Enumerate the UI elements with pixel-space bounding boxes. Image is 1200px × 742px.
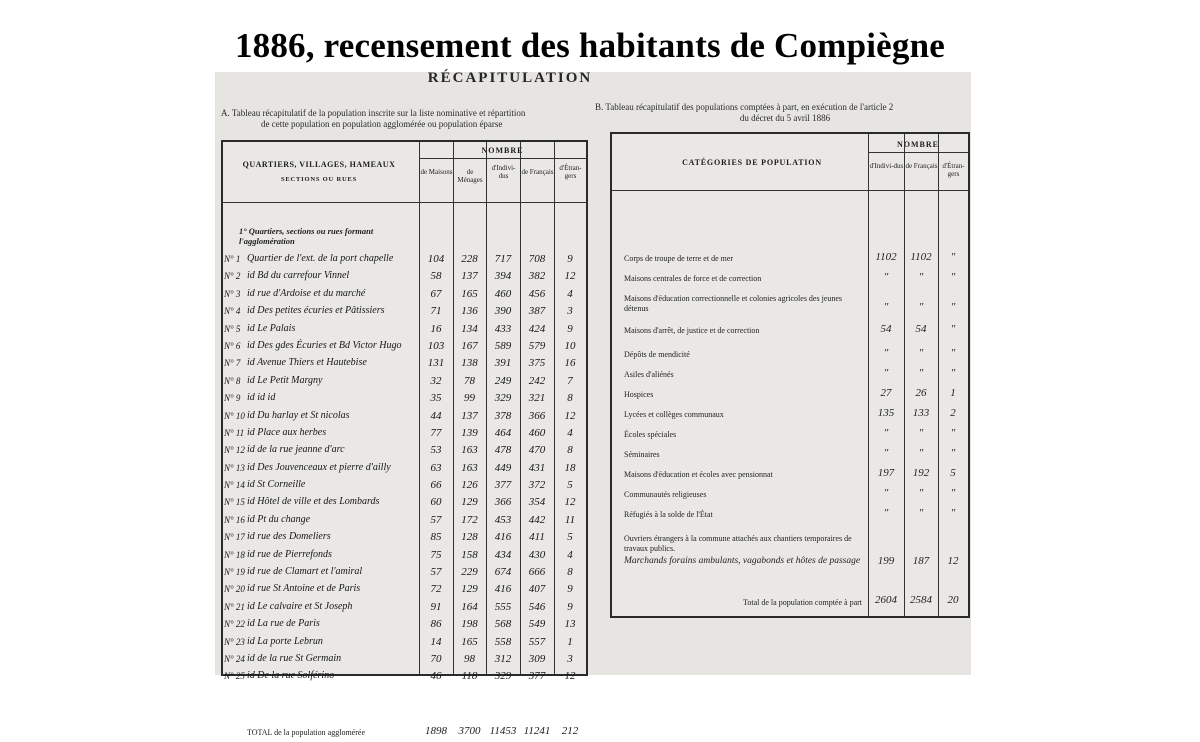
row-value: 430 [528, 548, 546, 561]
row-value: 449 [494, 461, 512, 474]
row-value: 172 [461, 513, 478, 526]
section-a-caption-line1: A. Tableau récapitulatif de la population inscrite sur la liste nominative et répartition [221, 108, 526, 118]
row-value: 434 [494, 548, 512, 561]
row-value: 470 [528, 444, 546, 457]
row-value: 558 [494, 635, 512, 648]
row-value: 165 [461, 635, 478, 648]
row-value: 387 [528, 305, 546, 318]
category-value: " [950, 447, 956, 459]
category-value: 192 [912, 467, 930, 479]
col-header-etrangers: d'Étran-gers [559, 164, 582, 180]
row-value: 9 [567, 322, 573, 335]
table-row [223, 548, 586, 565]
category-label: Maisons d'éducation et écoles avec pensionnat [624, 470, 773, 479]
row-value: 433 [494, 322, 512, 335]
total-menages: 3700 [458, 725, 481, 737]
row-value: 63 [430, 461, 442, 474]
category-value: " [950, 507, 956, 519]
table-row [223, 443, 586, 460]
row-value: 12 [564, 496, 576, 509]
row-value: 104 [427, 253, 445, 265]
row-value: 7 [567, 374, 573, 387]
row-value: 75 [430, 548, 442, 561]
category-value: " [883, 427, 889, 439]
row-value: 382 [528, 270, 546, 283]
workers-label: Ouvriers étrangers à la commune attachés aux chantiers temporaires de travaux publics. [624, 534, 852, 553]
category-value: " [883, 271, 889, 283]
row-number: N° 5 [224, 323, 241, 334]
category-label: Écoles spéciales [624, 430, 677, 439]
row-number: N° 11 [224, 427, 245, 438]
category-value: " [950, 427, 956, 439]
section-a-caption [221, 108, 601, 130]
category-value: " [883, 447, 889, 459]
row-label: id Avenue Thiers et Hautebise [247, 357, 367, 369]
row-value: 138 [461, 357, 478, 370]
row-number: N° 1 [224, 254, 241, 264]
row-number: N° 15 [224, 497, 245, 508]
row-number: N° 17 [224, 532, 245, 543]
category-label: Communautés religieuses [624, 490, 707, 499]
row-value: 128 [461, 531, 478, 544]
category-label: Maisons d'arrêt, de justice et de correction [624, 326, 760, 335]
category-label: Réfugiés à la solde de l'État [624, 510, 713, 519]
row-value: 12 [564, 270, 576, 283]
row-value: 163 [461, 461, 478, 474]
category-value: 2 [950, 407, 956, 419]
row-value: 442 [528, 513, 546, 526]
header-bottom-rule [223, 202, 586, 203]
table-row [223, 287, 586, 304]
section-a-caption-line2: de cette population en population agglomérée ou population éparse [261, 119, 503, 129]
workers-value: 187 [912, 555, 930, 567]
subsection-title: 1° Quartiers, sections ou rues formant l'agglomération [239, 226, 374, 246]
table-row [223, 600, 586, 617]
table-row [223, 652, 586, 669]
row-value: 72 [430, 583, 442, 596]
row-value: 416 [494, 531, 512, 544]
row-value: 14 [430, 635, 442, 648]
row-value: 8 [567, 444, 573, 457]
category-value: " [950, 487, 956, 499]
row-label: id Du harlay et St nicolas [247, 409, 350, 421]
row-label: id de la rue St Germain [247, 652, 342, 664]
col-header-individus: d'Indivi-dus [491, 164, 516, 180]
row-label: id rue des Domeliers [247, 531, 331, 543]
row-number: N° 9 [224, 393, 241, 404]
row-value: 249 [494, 374, 512, 387]
row-number: N° 7 [224, 358, 241, 369]
table-row [223, 339, 586, 356]
row-number: N° 22 [224, 619, 245, 630]
total-b-francais: 2584 [910, 594, 932, 606]
quarters-header-title: QUARTIERS, VILLAGES, HAMEAUX [242, 160, 396, 169]
row-value: 57 [430, 566, 442, 579]
row-value: 329 [494, 392, 512, 405]
row-value: 86 [430, 618, 442, 631]
table-row [223, 530, 586, 547]
row-value: 70 [430, 652, 442, 665]
row-value: 131 [427, 357, 445, 370]
table-row [223, 269, 586, 286]
category-value: 27 [880, 387, 892, 399]
row-value: 12 [564, 409, 576, 422]
row-value: 3 [567, 652, 573, 665]
row-value: 390 [494, 305, 512, 318]
row-number: N° 23 [224, 636, 245, 647]
row-value: 329 [494, 670, 512, 683]
table-row [223, 374, 586, 391]
category-value: " [918, 301, 924, 313]
row-label: id rue de Clamart et l'amiral [247, 566, 363, 578]
category-value: 54 [880, 323, 892, 335]
row-value: 16 [430, 322, 442, 335]
row-number: N° 3 [224, 288, 241, 299]
category-value: 1 [950, 387, 956, 399]
table-row [223, 635, 586, 652]
row-value: 321 [528, 392, 546, 405]
row-label: id La rue de Paris [247, 618, 320, 630]
table-row [223, 617, 586, 634]
row-value: 18 [564, 461, 576, 474]
total-individus: 11453 [489, 725, 517, 737]
section-b-caption-line2: du décret du 5 avril 1886 [739, 113, 831, 123]
row-value: 377 [494, 479, 512, 492]
category-label: Asiles d'aliénés [624, 370, 674, 379]
row-value: 158 [461, 548, 478, 561]
table-a [221, 140, 588, 737]
table-row [223, 356, 586, 373]
row-value: 717 [494, 253, 512, 265]
row-number: N° 2 [224, 271, 241, 282]
table-row [223, 391, 586, 408]
row-number: N° 14 [224, 480, 245, 491]
row-value: 134 [461, 322, 478, 335]
row-value: 137 [461, 409, 478, 422]
row-value: 229 [461, 566, 478, 579]
category-value: " [918, 271, 924, 283]
row-value: 377 [528, 670, 546, 683]
category-value: " [918, 367, 924, 379]
row-number: N° 8 [224, 375, 241, 386]
row-number: N° 19 [224, 567, 245, 578]
row-value: 708 [528, 253, 546, 265]
table-row [223, 461, 586, 478]
row-value: 13 [564, 618, 576, 631]
row-value: 198 [461, 618, 478, 631]
row-value: 139 [461, 426, 478, 439]
row-value: 378 [494, 409, 512, 422]
row-label: id Des petites écuries et Pâtissiers [247, 305, 385, 317]
row-value: 546 [528, 600, 546, 613]
row-value: 557 [528, 635, 546, 648]
row-value: 57 [430, 513, 442, 526]
row-label: id La porte Lebrun [247, 635, 323, 647]
table-row [223, 426, 586, 443]
total-b-etrangers: 20 [947, 594, 959, 606]
row-value: 478 [494, 444, 512, 457]
category-label: Séminaires [624, 450, 660, 459]
row-label: id rue St Antoine et de Paris [247, 583, 361, 595]
row-value: 9 [567, 253, 573, 265]
category-value: " [883, 507, 889, 519]
row-value: 242 [528, 374, 546, 387]
row-number: N° 12 [224, 445, 245, 456]
quarters-header-sub: SECTIONS OU RUES [280, 176, 357, 183]
category-value: " [950, 301, 956, 313]
row-number: N° 25 [224, 671, 245, 682]
col-header-francais-b: de Français [905, 162, 938, 170]
row-label: id Bd du carrefour Vinnel [247, 270, 350, 282]
row-number: N° 20 [224, 584, 245, 595]
row-value: 312 [494, 652, 512, 665]
category-label: Lycées et collèges communaux [624, 410, 724, 419]
row-label: id rue d'Ardoise et du marché [247, 287, 366, 299]
row-value: 375 [528, 357, 546, 370]
workers-value: 199 [877, 555, 895, 567]
category-value: " [918, 347, 924, 359]
census-scan [215, 70, 971, 737]
table-row [223, 669, 586, 686]
row-label: id id id [247, 392, 276, 404]
row-value: 98 [464, 652, 475, 665]
row-value: 67 [430, 287, 442, 300]
row-label: id Pt du change [247, 513, 311, 525]
table-row [223, 513, 586, 530]
category-value: 54 [915, 323, 927, 335]
row-value: 60 [430, 496, 442, 509]
category-value: 1102 [910, 251, 932, 263]
row-value: 167 [461, 339, 478, 352]
row-value: 118 [461, 670, 478, 683]
total-b-individus: 2604 [875, 594, 897, 606]
row-number: N° 4 [224, 306, 241, 317]
table-row [223, 409, 586, 426]
row-value: 366 [494, 496, 512, 509]
row-value: 11 [564, 513, 576, 526]
table-row [223, 322, 586, 339]
row-value: 309 [528, 652, 546, 665]
workers-value: 12 [947, 555, 959, 567]
category-value: " [883, 487, 889, 499]
row-value: 164 [461, 600, 478, 613]
row-label: id De la rue Solférino [247, 670, 335, 682]
category-value: 1102 [875, 251, 897, 263]
table-row [223, 252, 586, 269]
category-value: " [918, 507, 924, 519]
row-value: 53 [430, 444, 442, 457]
category-value: " [883, 367, 889, 379]
slide-title: 1886, recensement des habitants de Compiègne [234, 26, 946, 65]
row-value: 4 [567, 548, 573, 561]
category-value: " [918, 447, 924, 459]
row-value: 165 [461, 287, 478, 300]
quarters-header [227, 158, 411, 187]
workers-handwritten: Marchands forains ambulants, vagabonds et hôtes de passage [624, 556, 861, 566]
col-header-francais: de Français [521, 168, 554, 176]
row-value: 456 [528, 287, 546, 300]
row-value: 99 [464, 392, 475, 405]
row-value: 103 [427, 339, 445, 352]
col-header-individus-b: d'Indivi-dus [869, 162, 904, 170]
row-number: N° 10 [224, 410, 245, 421]
categories-header: CATÉGORIES DE POPULATION [682, 158, 822, 167]
col-header-maisons: de Maisons [420, 168, 453, 176]
category-value: " [950, 271, 956, 283]
row-value: 129 [461, 496, 478, 509]
row-value: 4 [567, 287, 573, 300]
category-value: 5 [950, 467, 956, 479]
section-b-caption [595, 102, 975, 124]
row-value: 394 [494, 270, 512, 283]
row-value: 91 [430, 600, 442, 613]
row-value: 126 [461, 479, 478, 492]
category-label: Dépôts de mendicité [624, 350, 690, 359]
row-value: 4 [567, 426, 573, 439]
header-bottom-rule [612, 190, 968, 191]
header-rule [868, 152, 968, 153]
category-value: " [950, 323, 956, 335]
row-value: 589 [494, 339, 512, 352]
category-label: Maisons centrales de force et de correction [624, 274, 762, 283]
row-value: 137 [461, 270, 478, 283]
row-label: id Place aux herbes [247, 426, 327, 438]
row-value: 424 [528, 322, 546, 335]
category-value: 26 [915, 387, 927, 399]
category-value: " [883, 347, 889, 359]
col-header-menages: de Ménages [457, 168, 483, 184]
category-label: Maisons d'éducation correctionnelle et colonies agricoles des jeunes détenus [624, 294, 843, 313]
row-value: 460 [494, 287, 512, 300]
row-value: 66 [430, 479, 442, 492]
table-a-total-row [223, 724, 586, 742]
row-label: id Hôtel de ville et des Lombards [247, 496, 380, 508]
category-value: 135 [877, 407, 895, 419]
row-value: 9 [567, 583, 573, 596]
total-francais: 11241 [523, 725, 551, 737]
section-b-caption-line1: B. Tableau récapitulatif des populations comptées à part, en exécution de l'article 2 [595, 102, 894, 112]
row-value: 46 [430, 670, 442, 683]
row-label: id Des gdes Écuries et Bd Victor Hugo [247, 339, 402, 351]
row-label: id rue de Pierrefonds [247, 548, 332, 560]
total-maisons: 1898 [425, 725, 447, 737]
row-value: 12 [564, 670, 576, 683]
row-value: 372 [528, 479, 546, 492]
row-value: 666 [528, 566, 546, 579]
row-value: 674 [494, 566, 512, 579]
category-value: " [883, 301, 889, 313]
category-value: " [950, 347, 956, 359]
col-header-etrangers-b: d'Étran-gers [942, 162, 965, 178]
table-b [610, 132, 970, 618]
row-value: 407 [528, 583, 546, 596]
row-value: 3 [567, 305, 573, 318]
row-value: 453 [494, 513, 512, 526]
row-number: N° 16 [224, 514, 245, 525]
row-value: 9 [567, 600, 573, 613]
row-value: 579 [528, 339, 546, 352]
scan-heading: RÉCAPITULATION [427, 70, 593, 86]
row-value: 16 [564, 357, 576, 370]
total-label-b: Total de la population comptée à part [743, 598, 862, 607]
row-label: id Des Jouvenceaux et pierre d'ailly [247, 461, 391, 473]
row-value: 416 [494, 583, 512, 596]
row-value: 431 [528, 461, 546, 474]
category-value: " [950, 251, 956, 263]
row-value: 35 [430, 392, 442, 405]
table-row [223, 565, 586, 582]
row-label: id Le Palais [247, 322, 296, 334]
row-label: id Le Petit Margny [247, 374, 323, 386]
category-value: 197 [877, 467, 895, 479]
row-value: 8 [567, 566, 573, 579]
category-value: 133 [912, 407, 930, 419]
nombre-header-b: NOMBRE [897, 140, 939, 149]
row-number: N° 13 [224, 462, 245, 473]
row-value: 136 [461, 305, 478, 318]
row-value: 8 [567, 392, 573, 405]
row-value: 460 [528, 426, 546, 439]
row-value: 71 [430, 305, 442, 318]
row-value: 555 [494, 600, 512, 613]
row-label: id Le calvaire et St Joseph [247, 600, 353, 612]
row-value: 10 [564, 339, 576, 352]
row-value: 78 [464, 374, 475, 387]
row-value: 32 [430, 374, 442, 387]
row-value: 1 [567, 635, 573, 648]
row-label: id St Corneille [247, 479, 306, 491]
row-value: 549 [528, 618, 546, 631]
row-value: 58 [430, 270, 442, 283]
row-value: 391 [494, 357, 512, 370]
row-label: Quartier de l'ext. de la port chapelle [247, 253, 394, 264]
total-etrangers: 212 [561, 725, 579, 737]
total-label-a: TOTAL de la population agglomérée [247, 728, 365, 737]
table-row [223, 495, 586, 512]
category-label: Hospices [624, 390, 654, 399]
row-value: 77 [430, 426, 442, 439]
table-row [223, 582, 586, 599]
row-number: N° 18 [224, 549, 245, 560]
category-value: " [918, 487, 924, 499]
row-value: 163 [461, 444, 478, 457]
category-value: " [918, 427, 924, 439]
table-row [223, 478, 586, 495]
row-value: 129 [461, 583, 478, 596]
row-value: 366 [528, 409, 546, 422]
row-number: N° 21 [224, 601, 245, 612]
category-value: " [950, 367, 956, 379]
table-row [223, 304, 586, 321]
row-label: id de la rue jeanne d'arc [247, 444, 345, 456]
row-value: 411 [529, 531, 545, 544]
row-value: 464 [494, 426, 512, 439]
row-value: 568 [494, 618, 512, 631]
nombre-header-a: NOMBRE [481, 146, 524, 155]
row-value: 5 [567, 531, 573, 544]
row-value: 85 [430, 531, 442, 544]
row-number: N° 24 [224, 653, 245, 664]
row-value: 354 [528, 496, 546, 509]
row-value: 228 [461, 253, 478, 265]
category-label: Corps de troupe de terre et de mer [624, 254, 734, 263]
header-rule [419, 158, 586, 159]
row-number: N° 6 [224, 340, 241, 351]
row-value: 44 [430, 409, 442, 422]
row-value: 5 [567, 479, 573, 492]
table-a-rows [223, 252, 586, 687]
